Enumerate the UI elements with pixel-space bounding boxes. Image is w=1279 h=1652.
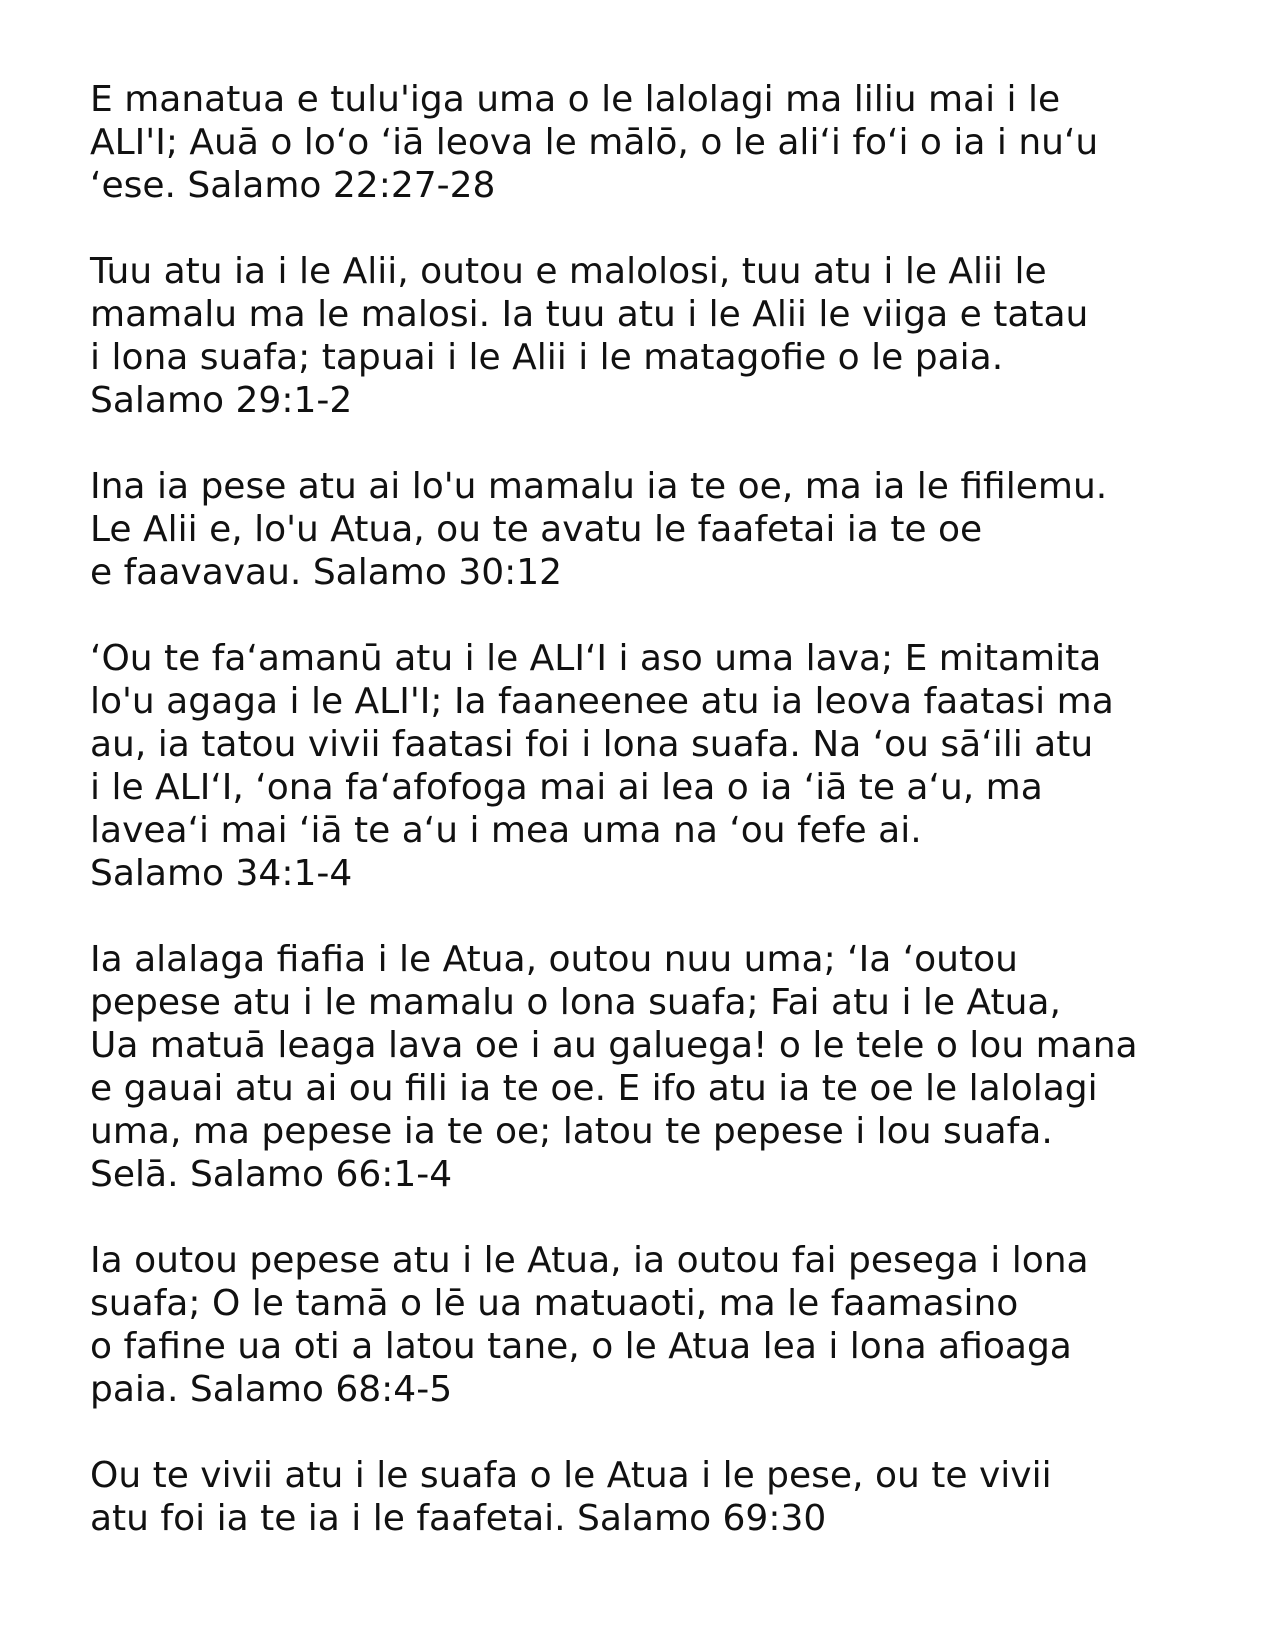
verse-line: e faavavau. Salamo 30:12 (90, 552, 563, 593)
verse-line: ‘Ou te fa‘amanū atu i le ALI‘I i aso uma lava; E mitamita (90, 638, 1102, 679)
verse-line: suafa; O le tamā o lē ua matuaoti, ma le faamasino (90, 1283, 1019, 1324)
verse-line: i lona suafa; tapuai i le Alii i le matagofie o le paia. (90, 337, 1004, 378)
verse-line: e gauai atu ai ou fili ia te oe. E ifo atu ia te oe le lalolagi (90, 1068, 1098, 1109)
verse-line: ‘ese. Salamo 22:27-28 (90, 165, 496, 206)
verse-line: Selā. Salamo 66:1-4 (90, 1154, 453, 1195)
verse-line: Salamo 34:1-4 (90, 853, 353, 894)
document-page (90, 78, 1220, 1583)
verse-psalm-66 (90, 938, 1220, 1196)
verse-line: au, ia tatou vivii faatasi foi i lona suafa. Na ‘ou sā‘ili atu (90, 724, 1094, 765)
verse-line: Ou te vivii atu i le suafa o le Atua i le pese, ou te vivii (90, 1455, 1052, 1496)
verse-psalm-22 (90, 78, 1220, 207)
verse-line: ALI'I; Auā o lo‘o ‘iā leova le mālō, o le ali‘i fo‘i o ia i nu‘u (90, 122, 1099, 163)
verse-line: Tuu atu ia i le Alii, outou e malolosi, tuu atu i le Alii le (90, 251, 1047, 292)
verse-psalm-69 (90, 1454, 1220, 1540)
verse-line: paia. Salamo 68:4-5 (90, 1369, 453, 1410)
verse-line: o fafine ua oti a latou tane, o le Atua lea i lona afioaga (90, 1326, 1072, 1367)
verse-line: Salamo 29:1-2 (90, 380, 353, 421)
verse-psalm-68 (90, 1239, 1220, 1411)
verse-psalm-29 (90, 250, 1220, 422)
verse-line: uma, ma pepese ia te oe; latou te pepese i lou suafa. (90, 1111, 1053, 1152)
verse-line: Ia outou pepese atu i le Atua, ia outou fai pesega i lona (90, 1240, 1089, 1281)
verse-line: lavea‘i mai ‘iā te a‘u i mea uma na ‘ou fefe ai. (90, 810, 922, 851)
verse-psalm-34 (90, 637, 1220, 895)
verse-line: lo'u agaga i le ALI'I; Ia faaneenee atu ia leova faatasi ma (90, 681, 1114, 722)
verse-psalm-30 (90, 465, 1220, 594)
verse-line: Le Alii e, lo'u Atua, ou te avatu le faafetai ia te oe (90, 509, 983, 550)
verse-line: pepese atu i le mamalu o lona suafa; Fai atu i le Atua, (90, 982, 1061, 1023)
verse-line: Ia alalaga fiafia i le Atua, outou nuu uma; ‘Ia ‘outou (90, 939, 1018, 980)
verse-line: Ua matuā leaga lava oe i au galuega! o le tele o lou mana (90, 1025, 1138, 1066)
verse-line: Ina ia pese atu ai lo'u mamalu ia te oe, ma ia le fifilemu. (90, 466, 1108, 507)
verse-line: i le ALI‘I, ‘ona fa‘afofoga mai ai lea o ia ‘iā te a‘u, ma (90, 767, 1043, 808)
verse-line: mamalu ma le malosi. Ia tuu atu i le Alii le viiga e tatau (90, 294, 1089, 335)
verse-line: atu foi ia te ia i le faafetai. Salamo 69:30 (90, 1498, 827, 1539)
verse-line: E manatua e tulu'iga uma o le lalolagi ma liliu mai i le (90, 79, 1061, 120)
